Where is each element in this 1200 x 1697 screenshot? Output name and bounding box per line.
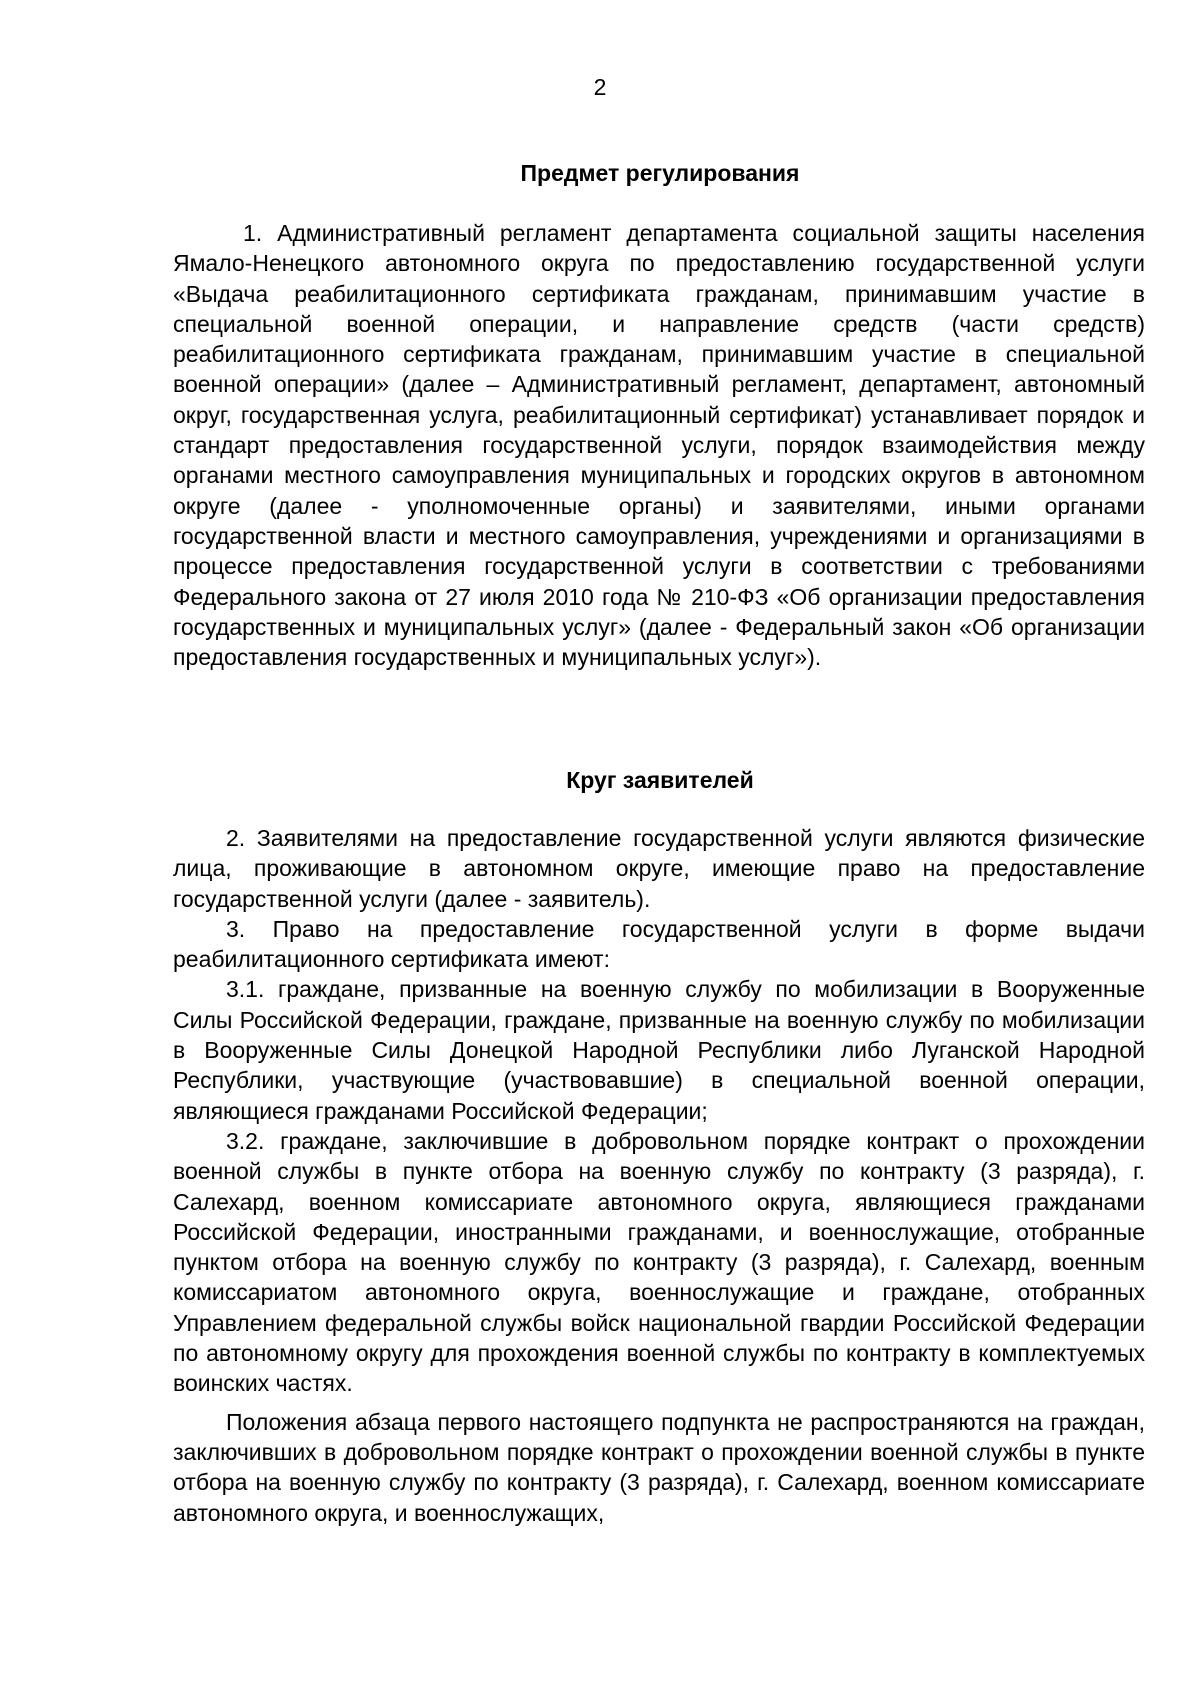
- page-number: 2: [593, 74, 607, 100]
- paragraph-3-2-note: Положения абзаца первого настоящего подпункта не распространяются на граждан, заключивших в добровольном порядке контракт о прохождении военной службы в пункте отбора на военную службу по контракту (3 разряда), г. Салехард, военном комиссариате автономного округа, и военнослужащих,: [173, 1408, 1145, 1526]
- paragraph-3: 3. Право на предоставление государственной услуги в форме выдачи реабилитационного сертификата имеют:: [173, 915, 1145, 973]
- paragraph-3-2: 3.2. граждане, заключившие в добровольном порядке контракт о прохождении военной службы в пункте отбора на военную службу по контракту (3 разряда), г. Салехард, военном комиссариате автономного округа, являющиеся гражданами Российской Федерации, иностранными гражданами, и военнослужащие, отобранные пунктом отбора на военную службу по контракту (3 разряда), г. Салехард, военным комиссариатом автономного округа, военнослужащие и граждане, отобранных Управлением федеральной службы войск национальной гвардии Российской Федерации по автономному округу для прохождения военной службы по контракту в комплектуемых воинских частях.: [173, 1127, 1145, 1397]
- paragraph-1: 1. Административный регламент департамента социальной защиты населения Ямало-Ненецкого автономного округа по предоставлению государственной услуги «Выдача реабилитационного сертификата гражданам, принимавшим участие в специальной военной операции, и направление средств (части средств) реабилитационного сертификата гражданам, принимавшим участие в специальной военной операции» (далее – Административный регламент, департамент, автономный округ, государственная услуга, реабилитационный сертификат) устанавливает порядок и стандарт предоставления государственной услуги, порядок взаимодействия между органами местного самоуправления муниципальных и городских округов в автономном округе (далее - уполномоченные органы) и заявителями, иными органами государственной власти и местного самоуправления, учреждениями и организациями в процессе предоставления государственной услуги в соответствии с требованиями Федерального закона от 27 июля 2010 года № 210-ФЗ «Об организации предоставления государственных и муниципальных услуг» (далее - Федеральный закон «Об организации предоставления государственных и муниципальных услуг»).: [173, 220, 1145, 671]
- paragraph-2: 2. Заявителями на предоставление государственной услуги являются физические лица, проживающие в автономном округе, имеющие право на предоставление государственной услуги (далее - заявитель).: [173, 825, 1145, 912]
- section-heading-applicants: Круг заявителей: [566, 767, 754, 793]
- section-subject-body: [173, 218, 1145, 672]
- paragraph-3-1: 3.1. граждане, призванные на военную службу по мобилизации в Вооруженные Силы Российской Федерации, граждане, призванные на военную службу по мобилизации в Вооруженные Силы Донецкой Народной Республики либо Луганской Народной Республики, участвующие (участвовавшие) в специальной военной операции, являющиеся гражданами Российской Федерации;: [173, 976, 1145, 1124]
- section-heading-subject: Предмет регулирования: [520, 160, 800, 186]
- section-applicants-body: [173, 823, 1145, 1528]
